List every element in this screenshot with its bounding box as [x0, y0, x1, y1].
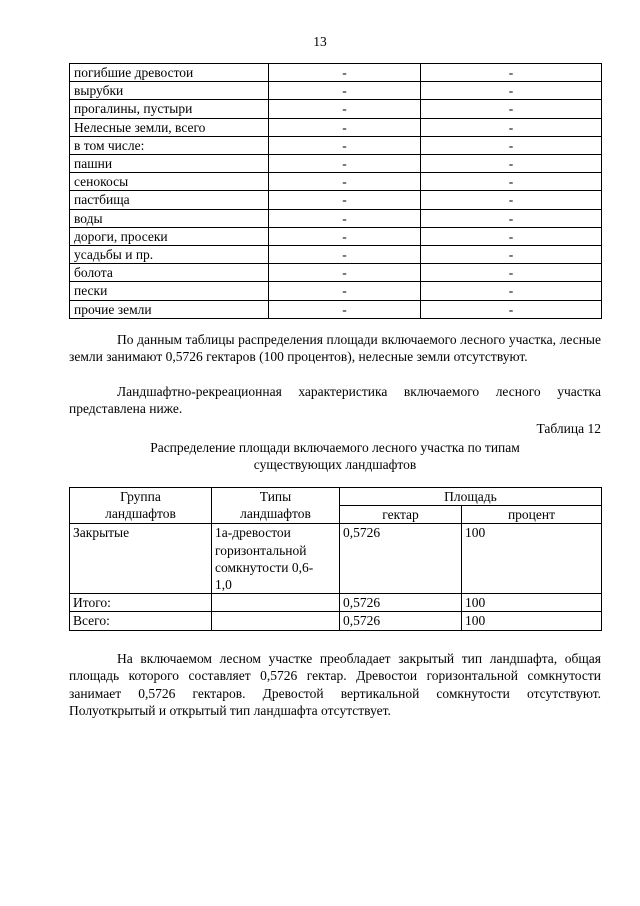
- table-row: [70, 191, 602, 209]
- cell-percent: 100: [462, 594, 602, 612]
- cell-group: Итого:: [70, 594, 212, 612]
- cell-type-line: 1а-древостои: [215, 525, 291, 541]
- cell-value: -: [269, 118, 421, 136]
- cell-category: прочие земли: [70, 300, 269, 318]
- landscape-area-table: [69, 487, 602, 631]
- table-row: [70, 155, 602, 173]
- cell-group: Всего:: [70, 612, 212, 630]
- cell-value: -: [269, 191, 421, 209]
- table-caption: [69, 439, 601, 474]
- table-row: [70, 209, 602, 227]
- page-number: 13: [313, 34, 327, 49]
- cell-category: болота: [70, 264, 269, 282]
- cell-type-line: 1,0: [215, 577, 232, 593]
- table-row: [70, 136, 602, 154]
- table-row: [70, 64, 602, 82]
- cell-category: пастбища: [70, 191, 269, 209]
- table-row: [70, 118, 602, 136]
- cell-value: -: [269, 64, 421, 82]
- table-row: [70, 100, 602, 118]
- cell-type-line: сомкнутости 0,6-: [215, 559, 314, 575]
- cell-category: воды: [70, 209, 269, 227]
- cell-value: -: [421, 173, 602, 191]
- table-caption-line: Распределение площади включаемого лесного участка по типам: [150, 440, 520, 455]
- cell-type: [212, 594, 340, 612]
- cell-category: пашни: [70, 155, 269, 173]
- cell-value: -: [269, 100, 421, 118]
- cell-category: погибшие древостои: [70, 64, 269, 82]
- cell-value: -: [421, 191, 602, 209]
- paragraph-land-distribution: По данным таблицы распределения площади включаемого лесного участка, лесные земли занимают 0,5726 гектаров (100 процентов), нелесные земли отсутствуют.: [69, 332, 601, 365]
- cell-hectare: 0,5726: [340, 612, 462, 630]
- table-label: Таблица 12: [536, 421, 601, 436]
- cell-hectare: 0,5726: [340, 524, 462, 594]
- header-landscape-group: [70, 488, 212, 524]
- table-row: [70, 264, 602, 282]
- cell-value: -: [421, 118, 602, 136]
- header-landscape-types: [212, 488, 340, 524]
- header-text: ландшафтов: [240, 506, 311, 522]
- cell-value: -: [269, 227, 421, 245]
- cell-category: вырубки: [70, 82, 269, 100]
- cell-value: -: [269, 82, 421, 100]
- header-percent: процент: [462, 506, 602, 524]
- cell-category: в том числе:: [70, 136, 269, 154]
- header-hectare: гектар: [340, 506, 462, 524]
- cell-value: -: [421, 227, 602, 245]
- table-row: [70, 612, 602, 630]
- cell-value: -: [269, 155, 421, 173]
- cell-category: усадьбы и пр.: [70, 246, 269, 264]
- paragraph-landscape-summary: На включаемом лесном участке преобладает закрытый тип ландшафта, общая площадь которого составляет 0,5726 гектар. Древостои горизонтальной сомкнутости занимает 0,5726 гектаров. Древостой вертикальной сомкнутости отсутствуют. Полуоткрытый и открытый тип ландшафта отсутствует.: [69, 651, 601, 718]
- header-text: Группа: [120, 489, 161, 504]
- table-row: [70, 594, 602, 612]
- cell-value: -: [269, 209, 421, 227]
- table-caption-line: существующих ландшафтов: [253, 457, 417, 473]
- cell-value: -: [421, 300, 602, 318]
- cell-value: -: [421, 82, 602, 100]
- cell-value: -: [269, 300, 421, 318]
- cell-type: [212, 612, 340, 630]
- table-row: [70, 524, 602, 594]
- table-row: [70, 282, 602, 300]
- table-row: [70, 300, 602, 318]
- cell-value: -: [421, 64, 602, 82]
- cell-group: Закрытые: [70, 524, 212, 594]
- header-area: Площадь: [340, 488, 602, 506]
- table-row: [70, 173, 602, 191]
- table-row: [70, 82, 602, 100]
- cell-hectare: 0,5726: [340, 594, 462, 612]
- header-text: Типы: [259, 489, 292, 504]
- cell-category: сенокосы: [70, 173, 269, 191]
- cell-value: -: [269, 246, 421, 264]
- cell-percent: 100: [462, 524, 602, 594]
- header-text: ландшафтов: [105, 506, 176, 522]
- cell-value: -: [269, 264, 421, 282]
- cell-category: Нелесные земли, всего: [70, 118, 269, 136]
- cell-value: -: [269, 136, 421, 154]
- cell-value: -: [421, 136, 602, 154]
- cell-value: -: [421, 209, 602, 227]
- cell-category: прогалины, пустыри: [70, 100, 269, 118]
- cell-percent: 100: [462, 612, 602, 630]
- land-category-table: [69, 63, 602, 319]
- cell-category: пески: [70, 282, 269, 300]
- table-row: [70, 246, 602, 264]
- cell-type-line: горизонтальной: [215, 542, 307, 558]
- cell-value: -: [421, 264, 602, 282]
- table-header-row: [70, 488, 602, 506]
- cell-type: [212, 524, 340, 594]
- cell-value: -: [421, 155, 602, 173]
- cell-category: дороги, просеки: [70, 227, 269, 245]
- cell-value: -: [421, 282, 602, 300]
- table-row: [70, 227, 602, 245]
- cell-value: -: [421, 100, 602, 118]
- cell-value: -: [421, 246, 602, 264]
- paragraph-landscape-intro: Ландшафтно-рекреационная характеристика включаемого лесного участка представлена ниже.: [69, 384, 601, 417]
- cell-value: -: [269, 173, 421, 191]
- cell-value: -: [269, 282, 421, 300]
